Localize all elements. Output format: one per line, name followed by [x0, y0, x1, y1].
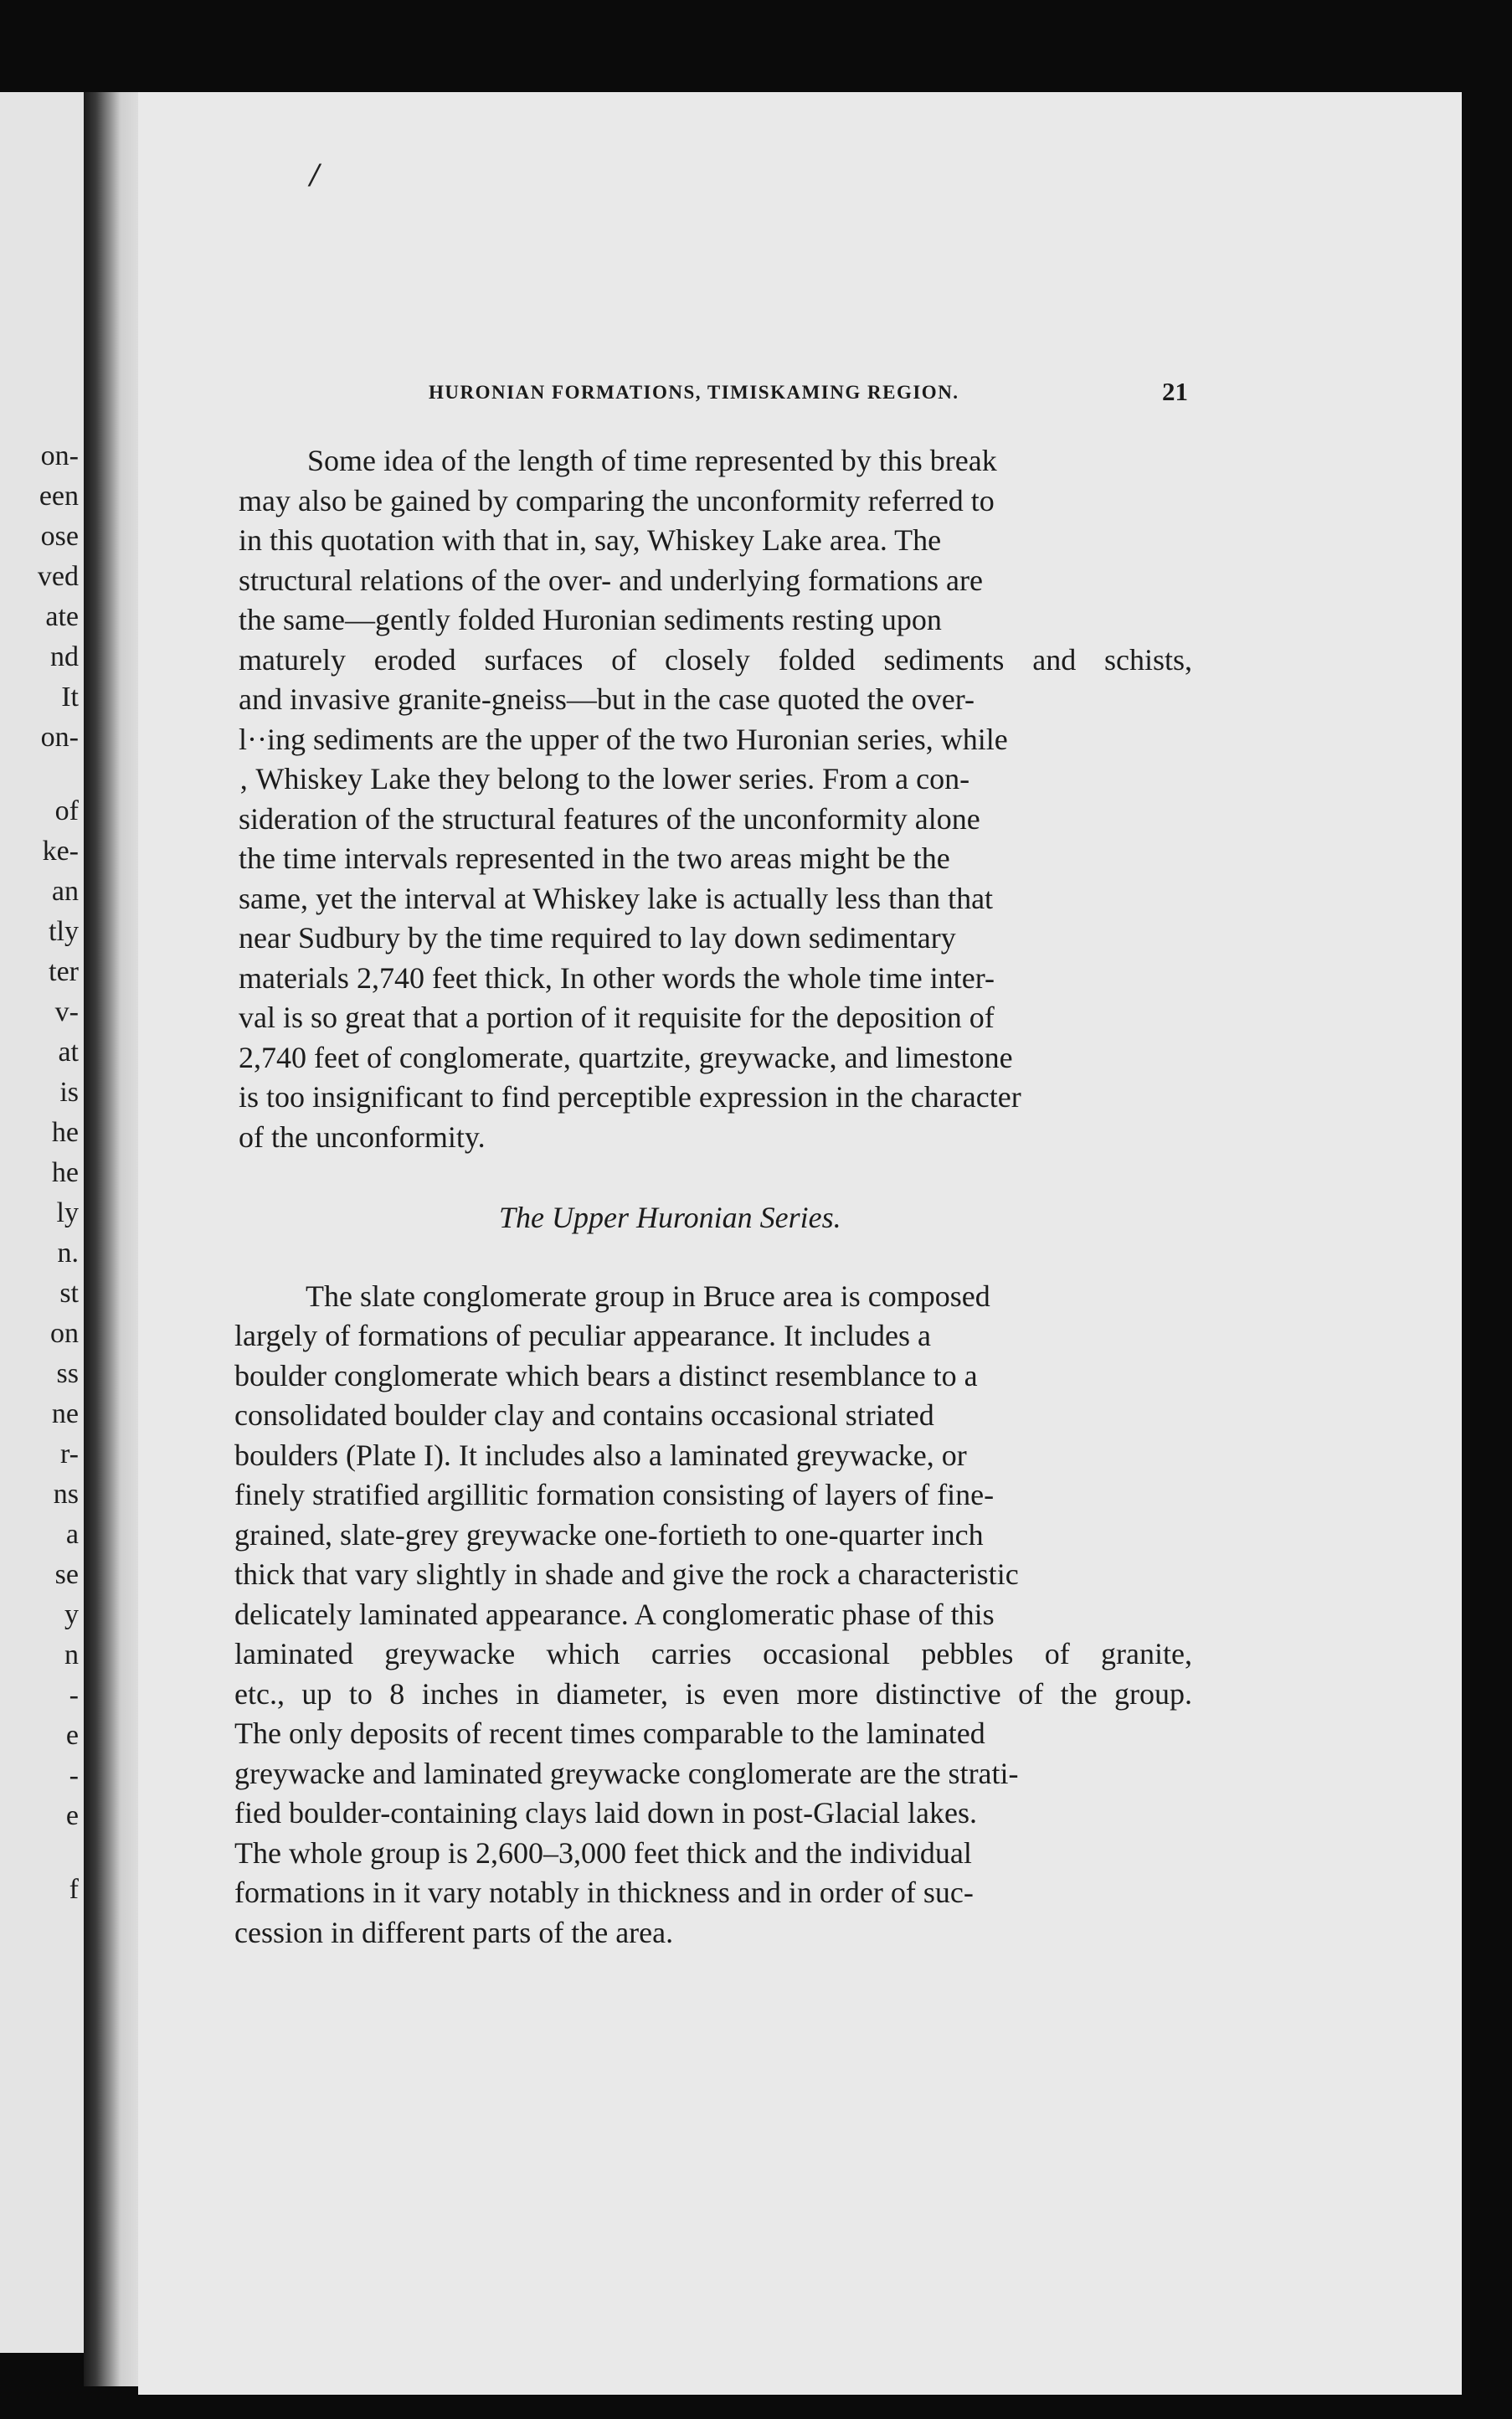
text-line: grained, slate-grey greywacke one-fortieth to one-quarter inch: [234, 1518, 984, 1552]
facing-page-text: r-: [60, 1439, 79, 1469]
facing-page-text: ne: [51, 1398, 79, 1429]
facing-page-fragment: [0, 92, 84, 2353]
text-line: maturely eroded surfaces of closely folded sediments and schists,: [239, 643, 1192, 677]
facing-page-text: ved: [37, 561, 79, 592]
text-line: largely of formations of peculiar appearance. It includes a: [234, 1319, 931, 1352]
text-line: delicately laminated appearance. A conglomeratic phase of this: [234, 1598, 995, 1631]
section-heading: The Upper Huronian Series.: [499, 1201, 841, 1234]
text-line: the same—gently folded Huronian sediments resting upon: [239, 603, 942, 636]
page-edge-shadow: [1462, 92, 1512, 2395]
facing-page-text: ose: [40, 521, 79, 552]
facing-page-text: -: [69, 1680, 79, 1711]
facing-page-text: he: [51, 1117, 79, 1148]
text-line: near Sudbury by the time required to lay down sedimentary: [239, 921, 956, 955]
facing-page-text: ss: [56, 1358, 79, 1389]
text-line: the time intervals represented in the two areas might be the: [239, 842, 950, 875]
text-line: fied boulder-containing clays laid down in post-Glacial lakes.: [234, 1796, 978, 1830]
facing-page-text: on-: [40, 440, 79, 471]
text-line: same, yet the interval at Whiskey lake is actually less than that: [239, 882, 994, 915]
facing-page-text: ly: [56, 1197, 79, 1228]
facing-page-text: v-: [54, 996, 79, 1027]
pencil-mark: /: [310, 156, 320, 193]
text-line: val is so great that a portion of it requisite for the deposition of: [239, 1001, 995, 1034]
facing-page-text: e: [65, 1720, 79, 1751]
facing-page-text: is: [59, 1077, 79, 1108]
text-line: laminated greywacke which carries occasional pebbles of granite,: [234, 1637, 1192, 1670]
text-line: thick that vary slightly in shade and give the rock a characteristic: [234, 1557, 1019, 1591]
facing-page-text: an: [51, 876, 79, 907]
facing-page-text: ate: [45, 601, 79, 632]
text-line: may also be gained by comparing the unconformity referred to: [239, 484, 995, 517]
facing-page-text: ke-: [42, 836, 79, 867]
facing-page-text: f: [69, 1874, 79, 1905]
text-line: of the unconformity.: [239, 1120, 486, 1154]
facing-page-text: e: [65, 1800, 79, 1831]
text-line: structural relations of the over- and underlying formations are: [239, 564, 983, 597]
text-line: and invasive granite-gneiss—but in the case quoted the over-: [239, 682, 975, 716]
facing-page-text: of: [54, 795, 79, 826]
text-line: boulders (Plate I). It includes also a laminated greywacke, or: [234, 1439, 967, 1472]
text-line: etc., up to 8 inches in diameter, is even more distinctive of the group.: [234, 1677, 1192, 1711]
facing-page-text: at: [58, 1037, 79, 1068]
facing-page-text: n.: [57, 1238, 79, 1269]
text-line: ‚ Whiskey Lake they belong to the lower series. From a con-: [239, 762, 970, 795]
facing-page-text: st: [59, 1278, 79, 1309]
text-line: finely stratified argillitic formation consisting of layers of fine-: [234, 1478, 995, 1511]
facing-page-text: on-: [40, 722, 79, 753]
text-line: The whole group is 2,600–3,000 feet thick and the individual: [234, 1836, 972, 1870]
text-line: l··ing sediments are the upper of the two Huronian series, while: [239, 723, 1008, 756]
text-line: formations in it vary notably in thickness and in order of suc-: [234, 1876, 974, 1909]
text-line: The only deposits of recent times comparable to the laminated: [234, 1716, 985, 1750]
facing-page-text: y: [64, 1599, 79, 1630]
facing-page-text: a: [65, 1519, 79, 1550]
running-head: HURONIAN FORMATIONS, TIMISKAMING REGION.: [429, 382, 959, 403]
text-line: in this quotation with that in, say, Whiskey Lake area. The: [239, 523, 942, 557]
text-line: boulder conglomerate which bears a distinct resemblance to a: [234, 1359, 978, 1392]
facing-page-text: se: [54, 1559, 79, 1590]
facing-page-text: on: [50, 1318, 79, 1349]
text-line: cession in different parts of the area.: [234, 1916, 674, 1949]
facing-page-text: It: [61, 682, 79, 713]
text-line: sideration of the structural features of the unconformity alone: [239, 802, 980, 836]
facing-page-text: ter: [49, 956, 79, 987]
text-line: 2,740 feet of conglomerate, quartzite, greywacke, and limestone: [239, 1041, 1013, 1074]
text-line: is too insignificant to find perceptible expression in the character: [239, 1080, 1021, 1114]
text-line: consolidated boulder clay and contains occasional striated: [234, 1398, 934, 1432]
book-page: [138, 92, 1462, 2395]
facing-page-text: ns: [53, 1479, 79, 1510]
facing-page-text: he: [51, 1157, 79, 1188]
facing-page-text: -: [69, 1760, 79, 1791]
facing-page-text: tly: [49, 916, 79, 947]
text-line: Some idea of the length of time represented by this break: [307, 444, 997, 477]
facing-page-text: nd: [50, 641, 79, 672]
text-line: materials 2,740 feet thick, In other words the whole time inter-: [239, 961, 995, 995]
text-line: The slate conglomerate group in Bruce area is composed: [306, 1279, 990, 1313]
facing-page-text: n: [64, 1639, 79, 1670]
facing-page-text: een: [39, 481, 79, 512]
page-number: 21: [1162, 377, 1188, 406]
text-line: greywacke and laminated greywacke conglomerate are the strati-: [234, 1757, 1019, 1790]
